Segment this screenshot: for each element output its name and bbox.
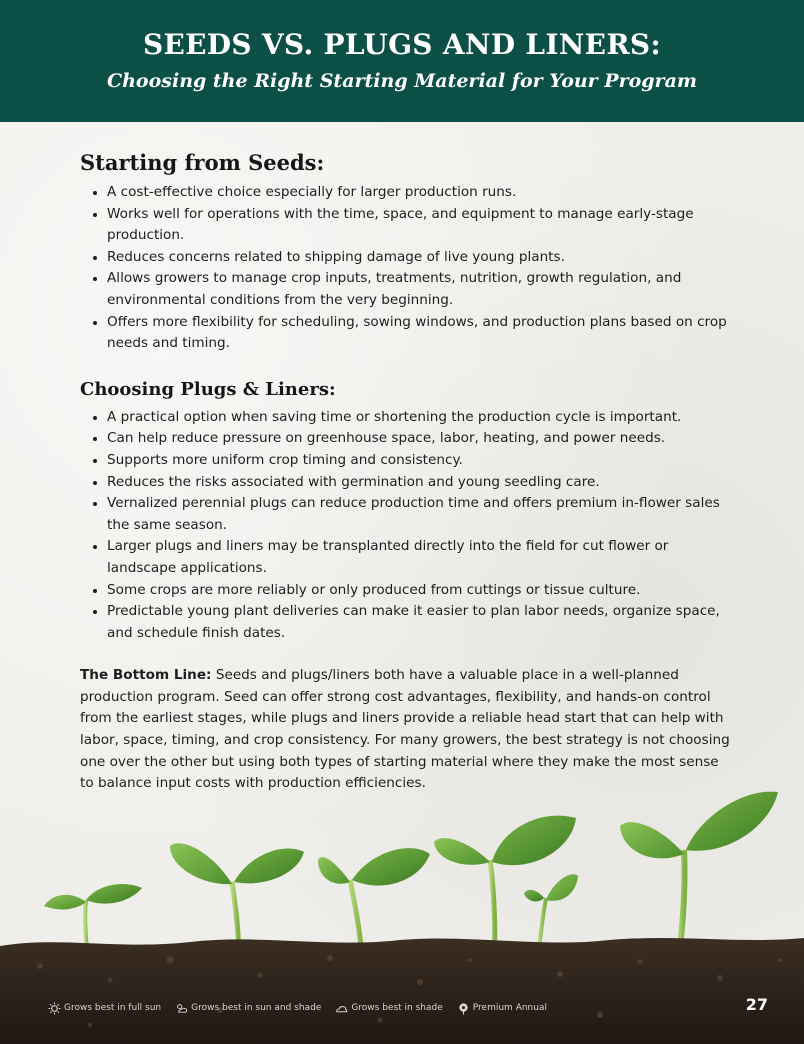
page-subtitle: Choosing the Right Starting Material for Your Program	[107, 70, 697, 92]
seeds-heading: Starting from Seeds:	[80, 150, 325, 175]
soil	[0, 938, 804, 1044]
page-number: 27	[745, 995, 768, 1014]
plugs-list	[80, 407, 730, 645]
page-title: SEEDS VS. PLUGS AND LINERS:	[142, 28, 662, 61]
list-item: • Allows growers to manage crop inputs, treatments, nutrition, growth regulation, and environmental conditions from the very beginning.	[107, 268, 730, 311]
list-item: • Vernalized perennial plugs can reduce production time and offers premium in-flower sales the same season.	[107, 493, 730, 536]
legend-label: Grows best in shade	[351, 1003, 443, 1013]
legend-item	[335, 1002, 442, 1015]
cloud-icon	[335, 1002, 348, 1015]
legend-item	[175, 1002, 321, 1015]
footer-legend	[48, 999, 547, 1017]
premium-flower-icon	[457, 1002, 470, 1015]
bottom-line-text: Seeds and plugs/liners both have a valuable place in a well-planned production program. Seed can offer strong cost advantages, flexibility, and hands-on control from the earliest stages, while plugs and liners provide a reliable head start that can help with labor, space, timing, and crop consistency. For many growers, the best strategy is not choosing one over the other but using both types of starting material where they make the most sense to balance input costs with production efficiencies.	[80, 667, 730, 792]
list-item: • Some crops are more reliably or only produced from cuttings or tissue culture.	[107, 580, 730, 602]
list-item: • Can help reduce pressure on greenhouse space, labor, heating, and power needs.	[107, 428, 730, 450]
list-item: • Works well for operations with the time, space, and equipment to manage early-stage production.	[107, 204, 730, 247]
list-item: • Offers more flexibility for scheduling, sowing windows, and production plans based on crop needs and timing.	[107, 312, 730, 355]
list-item: • Predictable young plant deliveries can make it easier to plan labor needs, organize space, and schedule finish dates.	[107, 601, 730, 644]
legend-item	[457, 1002, 547, 1015]
list-item: • Larger plugs and liners may be transplanted directly into the field for cut flower or landscape applications.	[107, 536, 730, 579]
bottom-line-label: The Bottom Line:	[80, 667, 212, 684]
list-item: • Reduces concerns related to shipping damage of live young plants.	[107, 247, 730, 269]
legend-label: Grows best in sun and shade	[191, 1003, 322, 1013]
legend-item	[48, 1002, 161, 1015]
list-item: • A practical option when saving time or shortening the production cycle is important.	[107, 407, 730, 429]
legend-label: Grows best in full sun	[64, 1003, 162, 1013]
sun-icon	[48, 1002, 61, 1015]
page-header	[0, 0, 804, 122]
seeds-list	[80, 182, 730, 355]
list-item: • A cost-effective choice especially for larger production runs.	[107, 182, 730, 204]
plugs-heading: Choosing Plugs & Liners:	[80, 378, 336, 400]
sun-cloud-icon	[175, 1002, 188, 1015]
legend-label: Premium Annual	[472, 1003, 547, 1013]
list-item: • Supports more uniform crop timing and consistency.	[107, 450, 730, 472]
main-content	[80, 148, 730, 808]
list-item: • Reduces the risks associated with germination and young seedling care.	[107, 472, 730, 494]
